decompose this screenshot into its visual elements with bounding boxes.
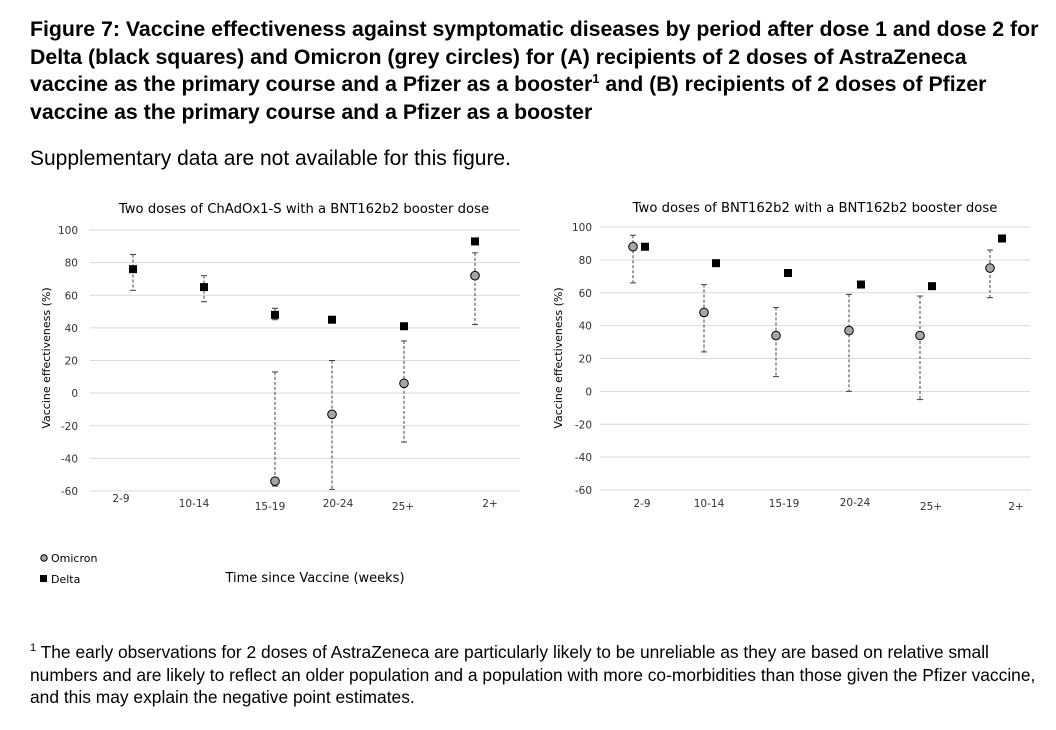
chart-b-y-tick-label: 100 [571, 222, 592, 234]
chart-b-y-tick-label: 40 [578, 320, 592, 333]
figure-title-footnote-marker: 1 [592, 70, 600, 86]
chart-a-y-tick-label: 80 [64, 257, 78, 270]
chart-a-y-tick-label: 100 [57, 225, 78, 237]
chart-b-delta-point [928, 282, 936, 290]
supplementary-note: Supplementary data are not available for this figure. [30, 147, 511, 170]
chart-b-delta-point [641, 243, 649, 251]
footnote-text: The early observations for 2 doses of AstraZeneca are particularly likely to be unreliable as they are based on relative small numbers and are likely to reflect an older population and a population with more co-morbidities than those given the Pfizer vaccine, and this may explain the negative point estimates. [30, 642, 1036, 707]
chart-b-y-tick-label: 60 [578, 287, 592, 300]
chart-a-title: Two doses of ChAdOx1-S with a BNT162b2 booster dose [118, 202, 490, 217]
chart-a-y-tick-label: 40 [64, 322, 78, 335]
chart-a-x-tick-label: 15-19 [254, 501, 286, 513]
chart-a-delta-point [271, 311, 279, 319]
figure-title-text: Figure 7: Vaccine effectiveness against symptomatic diseases by period after dose 1 and dose 2 for Delta (black squares) and Omicron (grey circles) for (A) recipients of 2 doses of AstraZeneca vaccine as the primary course and a Pfizer as a booster [30, 17, 1039, 96]
chart-b-omicron-point [986, 264, 995, 273]
chart-b-x-tick-label: 2-9 [633, 498, 651, 510]
chart-b-y-tick-label: -40 [574, 452, 592, 465]
chart-a-x-tick-label: 2+ [482, 498, 498, 510]
chart-b-omicron-point [700, 308, 709, 317]
chart-b-x-tick-label: 15-19 [768, 498, 800, 510]
chart-a-omicron-point [400, 379, 409, 388]
chart-a-delta-point [328, 316, 336, 324]
chart-b-y-tick-label: 0 [585, 386, 592, 399]
chart-a-omicron-point [328, 410, 337, 419]
chart-b-x-tick-label: 25+ [919, 501, 943, 513]
chart-a-y-tick-label: 60 [64, 290, 78, 303]
legend-delta-marker [40, 575, 47, 582]
chart-b-omicron-point [845, 326, 854, 335]
chart-a-delta-point [200, 283, 208, 291]
chart-a-x-tick-label: 10-14 [178, 498, 210, 510]
chart-a-omicron-point [271, 477, 280, 486]
chart-a-y-tick-label: -20 [60, 420, 78, 433]
chart-b-omicron-point [916, 331, 925, 340]
chart-b-delta-point [784, 269, 792, 277]
chart-b-y-tick-label: 80 [578, 254, 592, 267]
chart-a-y-tick-label: -40 [60, 453, 78, 466]
legend-omicron-marker [41, 555, 47, 561]
chart-b-delta-point [712, 259, 720, 267]
chart-a-omicron-point [471, 271, 480, 280]
footnote [30, 641, 1045, 709]
chart-a-y-tick-label: 0 [71, 388, 78, 401]
chart-a-delta-point [129, 265, 137, 273]
legend-omicron-label: Omicron [51, 552, 98, 565]
figure-title-text-end: and (B) recipients of 2 doses of Pfizer vaccine as the primary course and a Pfizer as a booster [30, 72, 987, 124]
footnote-marker: 1 [30, 642, 37, 655]
chart-b-title: Two doses of BNT162b2 with a BNT162b2 booster dose [632, 201, 998, 216]
chart-b-ylabel: Vaccine effectiveness (%) [552, 287, 565, 429]
chart-a-x-tick-label: 25+ [391, 501, 415, 513]
chart-b-y-tick-label: -20 [574, 419, 592, 432]
chart-a-ylabel: Vaccine effectiveness (%) [40, 287, 53, 429]
chart-b-y-tick-label: -60 [574, 485, 592, 497]
chart-a-delta-point [471, 237, 479, 245]
chart-b-omicron-point [629, 242, 638, 251]
chart-a-x-tick-label: 2-9 [112, 493, 130, 505]
chart-b-delta-point [998, 235, 1006, 243]
chart-a-y-tick-label: -60 [60, 486, 78, 498]
chart-b-delta-point [857, 281, 865, 289]
chart-b-y-tick-label: 20 [578, 353, 592, 366]
chart-a-x-tick-label: 20-24 [322, 498, 354, 510]
chart-b-x-tick-label: 10-14 [693, 498, 725, 510]
chart-b-omicron-point [772, 331, 781, 340]
chart-a-delta-point [400, 322, 408, 330]
chart-b-x-tick-label: 2+ [1008, 501, 1024, 513]
x-axis-label: Time since Vaccine (weeks) [225, 571, 405, 586]
chart-b-plot [572, 222, 1030, 513]
legend-delta-label: Delta [51, 573, 81, 586]
chart-b-x-tick-label: 20-24 [839, 497, 871, 509]
chart-a-y-tick-label: 20 [64, 355, 78, 368]
chart-a-plot [58, 225, 520, 513]
